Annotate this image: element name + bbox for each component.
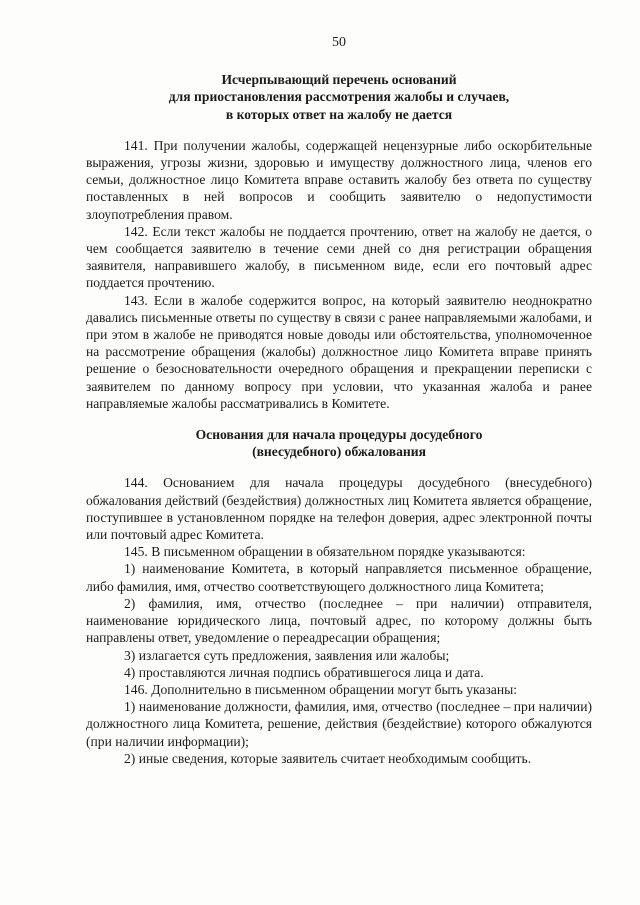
section-heading-suspension-grounds [86,71,592,123]
heading-line: в которых ответ на жалобу не дается [225,106,453,122]
section-heading-appeal-grounds [86,426,592,460]
clause-145: 145. В письменном обращении в обязательном порядке указываются: [124,544,526,560]
clause-146-item-1: 1) наименование должности, фамилия, имя, отчество (последнее – при наличии) должностного лица Комитета, решение, действия (бездействие) которого обжалуются (при наличии информации); [86,699,592,749]
page-number: 50 [332,35,346,50]
document-page [86,34,592,767]
clause-142: 142. Если текст жалобы не поддается прочтению, ответ на жалобу не дается, о чем сообщается заявителю в течение семи дней со дня регистрации обращения заявителя, направившего жалобу, в письменном виде, если его почтовый адрес поддается прочтению. [86,223,592,291]
heading-line: Исчерпывающий перечень оснований [221,72,457,88]
clause-141: 141. При получении жалобы, содержащей нецензурные либо оскорбительные выражения, угрозы жизни, здоровью и имуществу должностного лица, членов его семьи, должностное лицо Комитета вправе оставить жалобу без ответа по существу поставленных в ней вопросов и сообщить заявителю о недопустимости злоупотребления правом. [86,137,592,222]
clause-145-item-3: 3) излагается суть предложения, заявления или жалобы; [124,647,450,663]
heading-line: (внесудебного) обжалования [252,444,426,460]
heading-line: для приостановления рассмотрения жалобы и случаев, [168,89,510,105]
clause-145-item-2: 2) фамилия, имя, отчество (последнее – при наличии) отправителя, наименование юридического лица, почтовый адрес, по которому должны быть направлены ответ, уведомление о переадресации обращения; [86,595,592,646]
clause-146-item-2: 2) иные сведения, которые заявитель считает необходимым сообщить. [124,750,532,766]
heading-line: Основания для начала процедуры досудебного [195,427,483,443]
clause-146: 146. Дополнительно в письменном обращении могут быть указаны: [124,681,518,697]
clause-145-item-4: 4) проставляются личная подпись обратившегося лица и дата. [124,664,484,680]
clause-145-item-1: 1) наименование Комитета, в который направляется письменное обращение, либо фамилия, имя, отчество соответствующего должностного лица Комитета; [86,561,592,594]
clause-144: 144. Основанием для начала процедуры досудебного (внесудебного) обжалования действий (бездействия) должностных лиц Комитета является обращение, поступившее в установленном порядке на телефон доверия, адрес электронной почты или почтовый адрес Комитета. [86,475,592,543]
clause-143: 143. Если в жалобе содержится вопрос, на который заявителю неоднократно давались письменные ответы по существу в связи с ранее направляемыми жалобами, и при этом в жалобе не приводятся новые доводы или обстоятельства, уполномоченное на рассмотрение обращения (жалобы) должностное лицо Комитета вправе принять решение о безосновательности очередного обращения и прекращении переписки с заявителем по данному вопросу при условии, что указанная жалоба и ранее направляемые жалобы рассматривались в Комитете. [86,292,592,411]
